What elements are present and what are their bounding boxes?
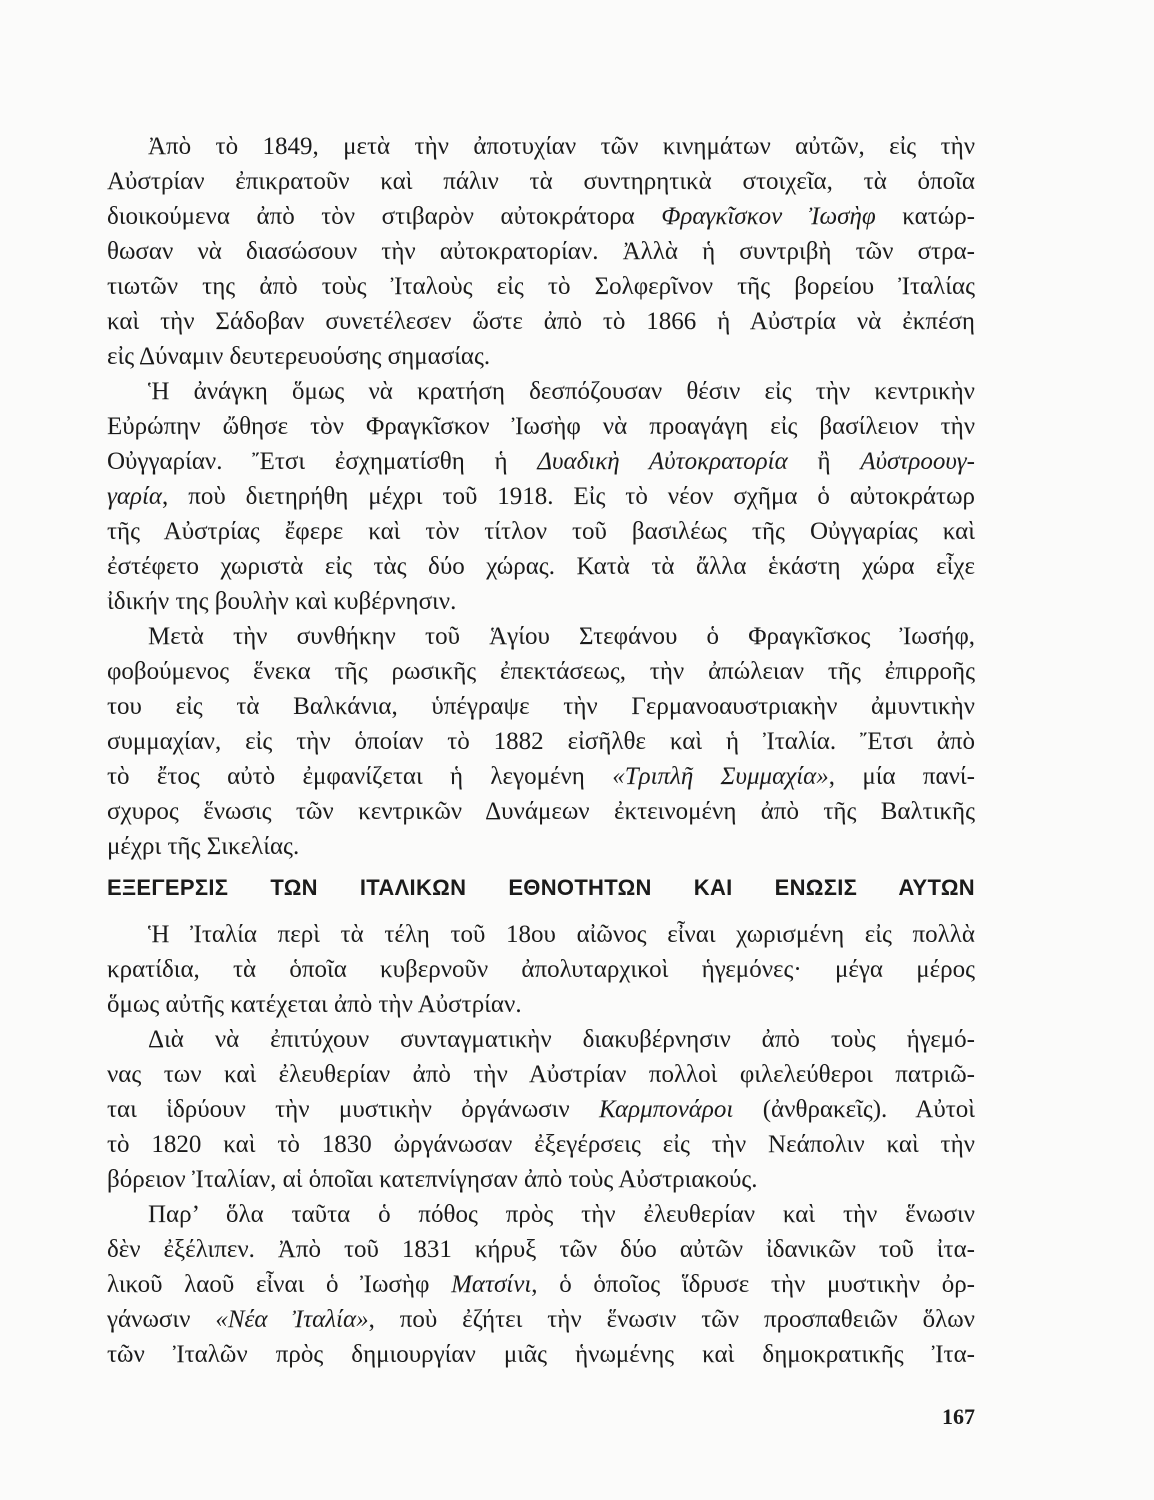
text-line: [107, 1163, 975, 1197]
text-line: [107, 515, 975, 549]
text-run: διοικούμενα ἀπὸ τὸν στιβαρὸν αὐτοκράτορα: [107, 203, 662, 230]
page-number: 167: [942, 1404, 975, 1429]
text-line: [107, 305, 975, 339]
italic-term: Καρμπονάροι: [599, 1096, 734, 1123]
text-run: ὅμως αὐτῆς κατέχεται ἀπὸ τὴν Αὐστρίαν.: [107, 991, 522, 1018]
text-line: [148, 1198, 975, 1232]
text-line: [107, 480, 975, 514]
text-run: , ποὺ ἐζήτει τὴν ἕνωσιν τῶν προσπαθειῶν ὅλων: [368, 1306, 975, 1333]
text-line: [107, 235, 975, 269]
italic-term: Αὐστροουγ-: [860, 448, 975, 475]
text-run: τῆς Αὐστρίας ἔφερε καὶ τὸν τίτλον τοῦ βασιλέως τῆς Οὐγγαρίας καὶ: [107, 518, 975, 545]
text-run: θωσαν νὰ διασώσουν τὴν αὐτοκρατορίαν. Ἀλλὰ ἡ συντριβὴ τῶν στρα-: [107, 238, 975, 265]
text-run: Παρ’ ὅλα ταῦτα ὁ πόθος πρὸς τὴν ἐλευθερίαν καὶ τὴν ἕνωσιν: [148, 1201, 975, 1228]
text-line: [107, 795, 975, 829]
text-run: κρατίδια, τὰ ὁποῖα κυβερνοῦν ἀπολυταρχικοὶ ἡγεμόνες· μέγα μέρος: [107, 956, 975, 983]
text-run: τιωτῶν της ἀπὸ τοὺς Ἰταλοὺς εἰς τὸ Σολφερῖνον τῆς βορείου Ἰταλίας: [107, 273, 975, 300]
italic-term: γαρία: [107, 483, 163, 510]
text-line: [107, 655, 975, 689]
text-line: [107, 340, 975, 374]
text-run: τὸ ἔτος αὐτὸ ἐμφανίζεται ἡ λεγομένη: [107, 763, 613, 790]
italic-term: Ματσίνι: [451, 1271, 532, 1298]
text-run: ἰδικήν της βουλὴν καὶ κυβέρνησιν.: [107, 588, 457, 615]
text-line: [107, 585, 975, 619]
text-line: [107, 830, 975, 864]
text-run: ται ἱδρύουν τὴν μυστικὴν ὀργάνωσιν: [107, 1096, 600, 1123]
italic-term: Δυαδικὴ Αὐτοκρατορία: [537, 448, 788, 475]
text-run: Ἡ Ἰταλία περὶ τὰ τέλη τοῦ 18ου αἰῶνος εἶναι χωρισμένη εἰς πολλὰ: [148, 921, 975, 948]
text-run: του εἰς τὰ Βαλκάνια, ὑπέγραψε τὴν Γερμανοαυστριακὴν ἀμυντικὴν: [107, 693, 975, 720]
italic-term: Φραγκῖσκον Ἰωσὴφ: [661, 203, 876, 230]
text-run: νας των καὶ ἐλευθερίαν ἀπὸ τὴν Αὐστρίαν πολλοὶ φιλελεύθεροι πατριῶ-: [107, 1061, 975, 1088]
text-line: [107, 1233, 975, 1267]
text-run: ἐστέφετο χωριστὰ εἰς τὰς δύο χώρας. Κατὰ τὰ ἄλλα ἑκάστη χώρα εἶχε: [107, 553, 975, 580]
text-run: τῶν Ἰταλῶν πρὸς δημιουργίαν μιᾶς ἡνωμένης καὶ δημοκρατικῆς Ἰτα-: [107, 1341, 975, 1368]
text-run: , μία πανί-: [828, 763, 975, 790]
text-run: Αὐστρίαν ἐπικρατοῦν καὶ πάλιν τὰ συντηρητικὰ στοιχεῖα, τὰ ὁποῖα: [107, 168, 975, 195]
text-run: Μετὰ τὴν συνθήκην τοῦ Ἁγίου Στεφάνου ὁ Φραγκῖσκος Ἰωσήφ,: [148, 623, 975, 650]
text-run: τὸ 1820 καὶ τὸ 1830 ὠργάνωσαν ἐξεγέρσεις εἰς τὴν Νεάπολιν καὶ τὴν: [107, 1131, 975, 1158]
italic-term: «Τριπλῆ Συμμαχία»: [612, 763, 829, 790]
text-run: φοβούμενος ἕνεκα τῆς ρωσικῆς ἐπεκτάσεως, τὴν ἀπώλειαν τῆς ἐπιρροῆς: [107, 658, 975, 685]
text-run: δὲν ἐξέλιπεν. Ἀπὸ τοῦ 1831 κήρυξ τῶν δύο αὐτῶν ἰδανικῶν τοῦ ἰτα-: [107, 1236, 975, 1263]
text-line: [107, 445, 975, 479]
text-line: [107, 550, 975, 584]
text-run: κατώρ-: [875, 203, 976, 230]
text-line: [107, 953, 975, 987]
text-run: (ἀνθρακεῖς). Αὐτοὶ: [733, 1096, 975, 1123]
text-run: Διὰ νὰ ἐπιτύχουν συνταγματικὴν διακυβέρνησιν ἀπὸ τοὺς ἡγεμό-: [148, 1026, 975, 1053]
text-run: βόρειον Ἰταλίαν, αἱ ὁποῖαι κατεπνίγησαν ἀπὸ τοὺς Αὐστριακούς.: [107, 1166, 758, 1193]
text-run: συμμαχίαν, εἰς τὴν ὁποίαν τὸ 1882 εἰσῆλθε καὶ ἡ Ἰταλία. Ἔτσι ἀπὸ: [107, 728, 975, 755]
text-line: [107, 760, 975, 794]
text-line: [107, 1093, 975, 1127]
text-line: [107, 1058, 975, 1092]
text-line: [148, 620, 975, 654]
text-line: [107, 988, 975, 1022]
text-run: μέχρι τῆς Σικελίας.: [107, 833, 300, 860]
text-line: [107, 200, 975, 234]
text-run: , ποὺ διετηρήθη μέχρι τοῦ 1918. Εἰς τὸ νέον σχῆμα ὁ αὐτοκράτωρ: [162, 483, 975, 510]
text-run: Ἀπὸ τὸ 1849, μετὰ τὴν ἀποτυχίαν τῶν κινημάτων αὐτῶν, εἰς τὴν: [148, 133, 975, 160]
text-line: [107, 1303, 975, 1337]
text-run: καὶ τὴν Σάδοβαν συνετέλεσεν ὥστε ἀπὸ τὸ 1866 ἡ Αὐστρία νὰ ἐκπέση: [107, 308, 975, 335]
text-line: [107, 1338, 975, 1372]
text-line: [107, 270, 975, 304]
text-line: [148, 375, 975, 409]
text-line: [107, 725, 975, 759]
text-run: , ὁ ὁποῖος ἵδρυσε τὴν μυστικὴν ὀρ-: [531, 1271, 976, 1298]
text-line: [107, 690, 975, 724]
text-run: ἢ: [787, 448, 861, 475]
text-run: Οὐγγαρίαν. Ἔτσι ἐσχηματίσθη ἡ: [107, 448, 538, 475]
text-run: γάνωσιν: [107, 1306, 216, 1333]
section-heading: ΕΞΕΓΕΡΣΙΣ ΤΩΝ ΙΤΑΛΙΚΩΝ ΕΘΝΟΤΗΤΩΝ ΚΑΙ ΕΝΩΣΙΣ ΑΥΤΩΝ: [107, 875, 975, 900]
text-line: [107, 165, 975, 199]
text-run: εἰς Δύναμιν δευτερευούσης σημασίας.: [107, 343, 491, 370]
text-run: σχυρος ἕνωσις τῶν κεντρικῶν Δυνάμεων ἐκτεινομένη ἀπὸ τῆς Βαλτικῆς: [107, 798, 975, 825]
text-line: [148, 918, 975, 952]
text-line: [148, 130, 975, 164]
text-run: Εὐρώπην ὤθησε τὸν Φραγκῖσκον Ἰωσὴφ νὰ προαγάγη εἰς βασίλειον τὴν: [107, 413, 975, 440]
text-line: [107, 1128, 975, 1162]
text-run: Ἡ ἀνάγκη ὅμως νὰ κρατήση δεσπόζουσαν θέσιν εἰς τὴν κεντρικὴν: [148, 378, 975, 405]
text-line: [107, 1268, 975, 1302]
text-line: [107, 410, 975, 444]
italic-term: «Νέα Ἰταλία»: [215, 1306, 369, 1333]
text-run: λικοῦ λαοῦ εἶναι ὁ Ἰωσὴφ: [107, 1271, 452, 1298]
text-line: [148, 1023, 975, 1057]
